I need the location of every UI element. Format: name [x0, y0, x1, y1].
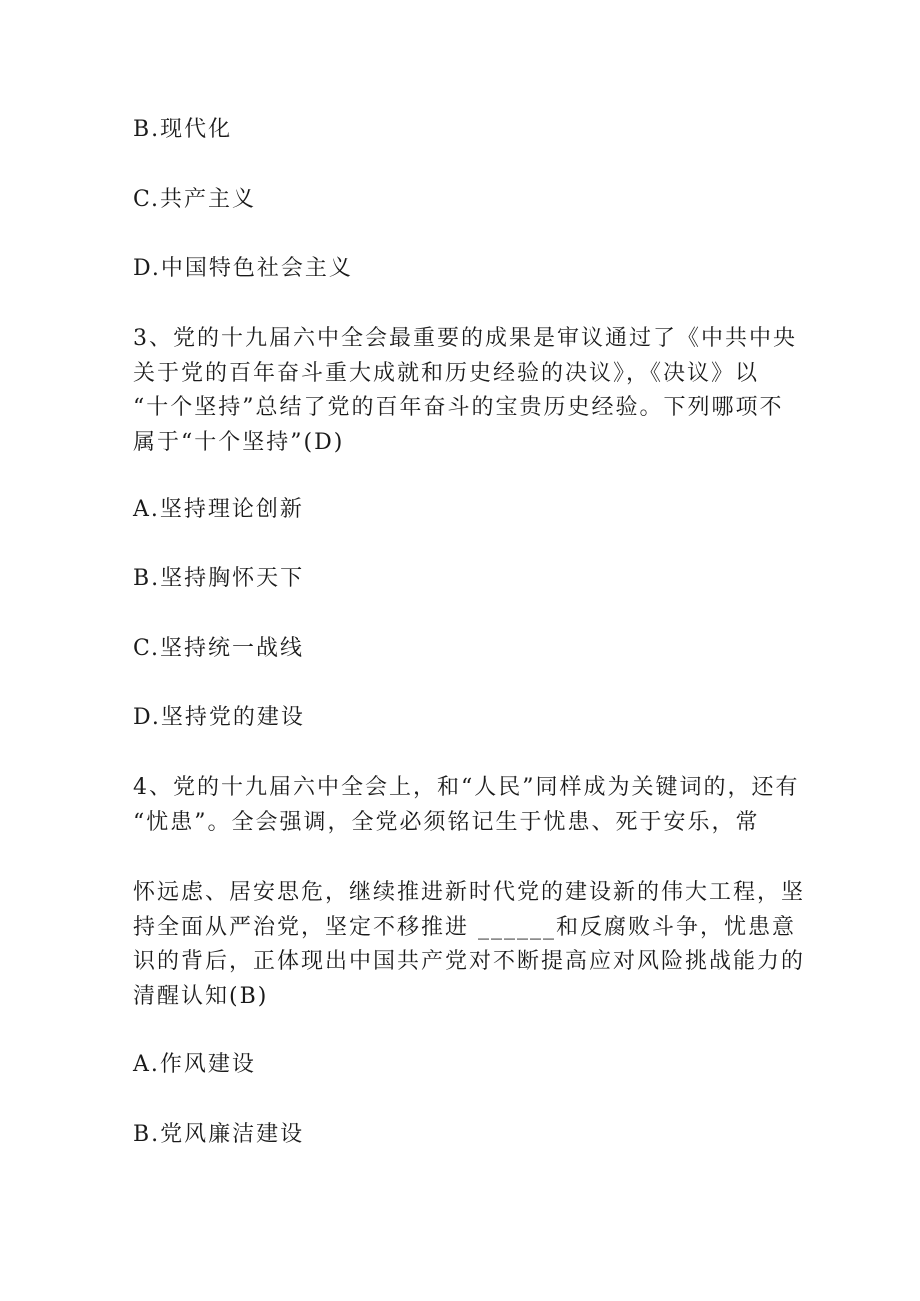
q4-line: 怀远虑、居安思危，继续推进新时代党的建设新的伟大工程，坚	[133, 880, 806, 905]
q2-option-c: C.共产主义	[133, 187, 257, 212]
q3-option-c: C.坚持统一战线	[133, 636, 305, 661]
q4-question-part2	[133, 876, 806, 1014]
q3-line: “十个坚持”总结了党的百年奋斗的宝贵历史经验。下列哪项不	[133, 395, 784, 420]
q4-line: 4、党的十九届六中全会上，和“人民”同样成为关键词的，还有	[133, 775, 800, 800]
q4-line: 持全面从严治党，坚定不移推进 ______和反腐败斗争，忧患意	[133, 914, 796, 940]
q3-option-a: A.坚持理论创新	[133, 497, 304, 522]
q3-line: 属于“十个坚持”(D)	[133, 429, 345, 455]
q2-option-d: D.中国特色社会主义	[133, 256, 353, 281]
q3-question	[133, 322, 797, 460]
q4-line: “忧患”。全会强调，全党必须铭记生于忧患、死于安乐，常	[133, 809, 760, 835]
q4-question-part1	[133, 771, 800, 840]
q3-line: 关于党的百年奋斗重大成就和历史经验的决议》，《决议》以	[133, 360, 760, 386]
q4-option-b: B.党风廉洁建设	[133, 1122, 305, 1147]
q3-line: 3、党的十九届六中全会最重要的成果是审议通过了《中共中央	[133, 326, 797, 351]
q4-line: 识的背后，正体现出中国共产党对不断提高应对风险挑战能力的	[133, 949, 806, 974]
q4-line: 清醒认知(B)	[133, 983, 269, 1009]
q3-option-d: D.坚持党的建设	[133, 705, 305, 730]
q3-option-b: B.坚持胸怀天下	[133, 566, 305, 591]
q4-option-a: A.作风建设	[133, 1052, 256, 1077]
q2-option-b: B.现代化	[133, 117, 233, 142]
